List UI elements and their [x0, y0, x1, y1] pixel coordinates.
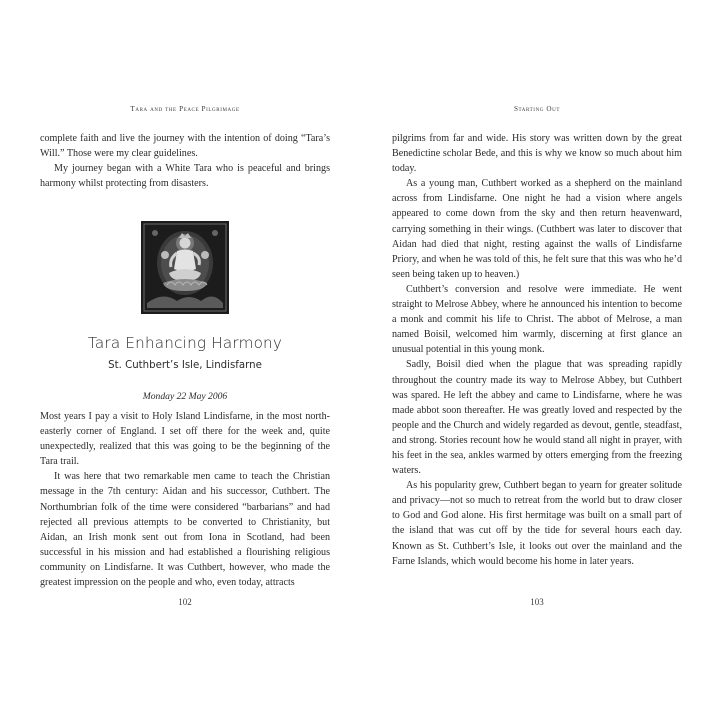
left-page: [40, 0, 330, 720]
running-head-left: Tara and the Peace Pilgrimage: [130, 105, 240, 113]
paragraph: It was here that two remarkable men came to teach the Christian message in the 7th century: Aidan and his successor, Cuthbert. The Northumbrian folk of the time were considered “barbarians” and had rejected all previous attempts to be converted to Christianity, but Aidan, an Irish monk sent out from Iona in Scotland, had been successful in his mission and had established a flourishing religious community on Lindisfarne. It was Cuthbert, however, who made the greatest impression on the people and who, even today, attracts: [40, 471, 330, 589]
running-head-right: Starting Out: [513, 105, 561, 113]
section-subtitle: St. Cuthbert’s Isle, Lindisfarne: [108, 360, 262, 371]
paragraph: Cuthbert’s conversion and resolve were immediate. He went straight to Melrose Abbey, where he announced his intention to become a monk and commit his life to Christ. The abbot of Melrose, a man named Boisil, welcomed him warmly, discerning at first glance an unusual potential in this young monk.: [392, 283, 682, 356]
section-title: Tara Enhancing Harmony: [87, 334, 283, 352]
entry-date: Monday 22 May 2006: [142, 391, 228, 402]
paragraph: Sadly, Boisil died when the plague that was spreading rapidly throughout the country made its way to Melrose Abbey, but Cuthbert was spared. He left the abbey and came to Lindisfarne, where he was made abbot soon thereafter. He was greatly loved and respected by the people and the Church and widely regarded as devout, gentle, steadfast, and strong. Stories recount how he would stand all night in prayer, with his feet in the sea, ankles warmed by otters emerging from the freezing waters.: [392, 359, 682, 477]
text-block-right: [392, 131, 682, 569]
page-number-left: 102: [178, 597, 192, 607]
right-page: [392, 0, 682, 720]
paragraph: complete faith and live the journey with the intention of doing “Tara’s Will.” Those were my clear guidelines.: [40, 133, 330, 160]
paragraph: pilgrims from far and wide. His story was written down by the great Benedictine scholar Bede, and this is why we know so much about him today.: [392, 133, 682, 175]
tara-thangka-image: [141, 221, 229, 314]
text-block-main: [40, 409, 330, 590]
page-number-right: 103: [530, 597, 544, 607]
text-block-top: [40, 131, 330, 191]
paragraph: As a young man, Cuthbert worked as a shepherd on the mainland across from Lindisfarne. One night he had a vision where angels appeared to come down from the sky and then return heavenward, carrying something in their wings. (Cuthbert was later to discover that Aidan had died that night, resting against the walls of Lindisfarne Priory, and when he was told of this, he felt sure that this was who he’d seen being taken up to heaven.): [392, 178, 682, 280]
paragraph: As his popularity grew, Cuthbert began to yearn for greater solitude and privacy—not so much to retreat from the world but to draw closer to God and God alone. His first hermitage was built on a small part of the island that was cut off by the tide for several hours each day. Known as St. Cuthbert’s Isle, it looks out over the mainland and the Farne Islands, which would become his home in later years.: [392, 480, 682, 567]
paragraph: Most years I pay a visit to Holy Island Lindisfarne, in the most north-easterly corner of England. I set off there for the week and, quite unexpectedly, realized that this was going to be the beginning of the Tara trail.: [40, 411, 330, 468]
paragraph: My journey began with a White Tara who is peaceful and brings harmony whilst protecting from disasters.: [40, 163, 330, 190]
